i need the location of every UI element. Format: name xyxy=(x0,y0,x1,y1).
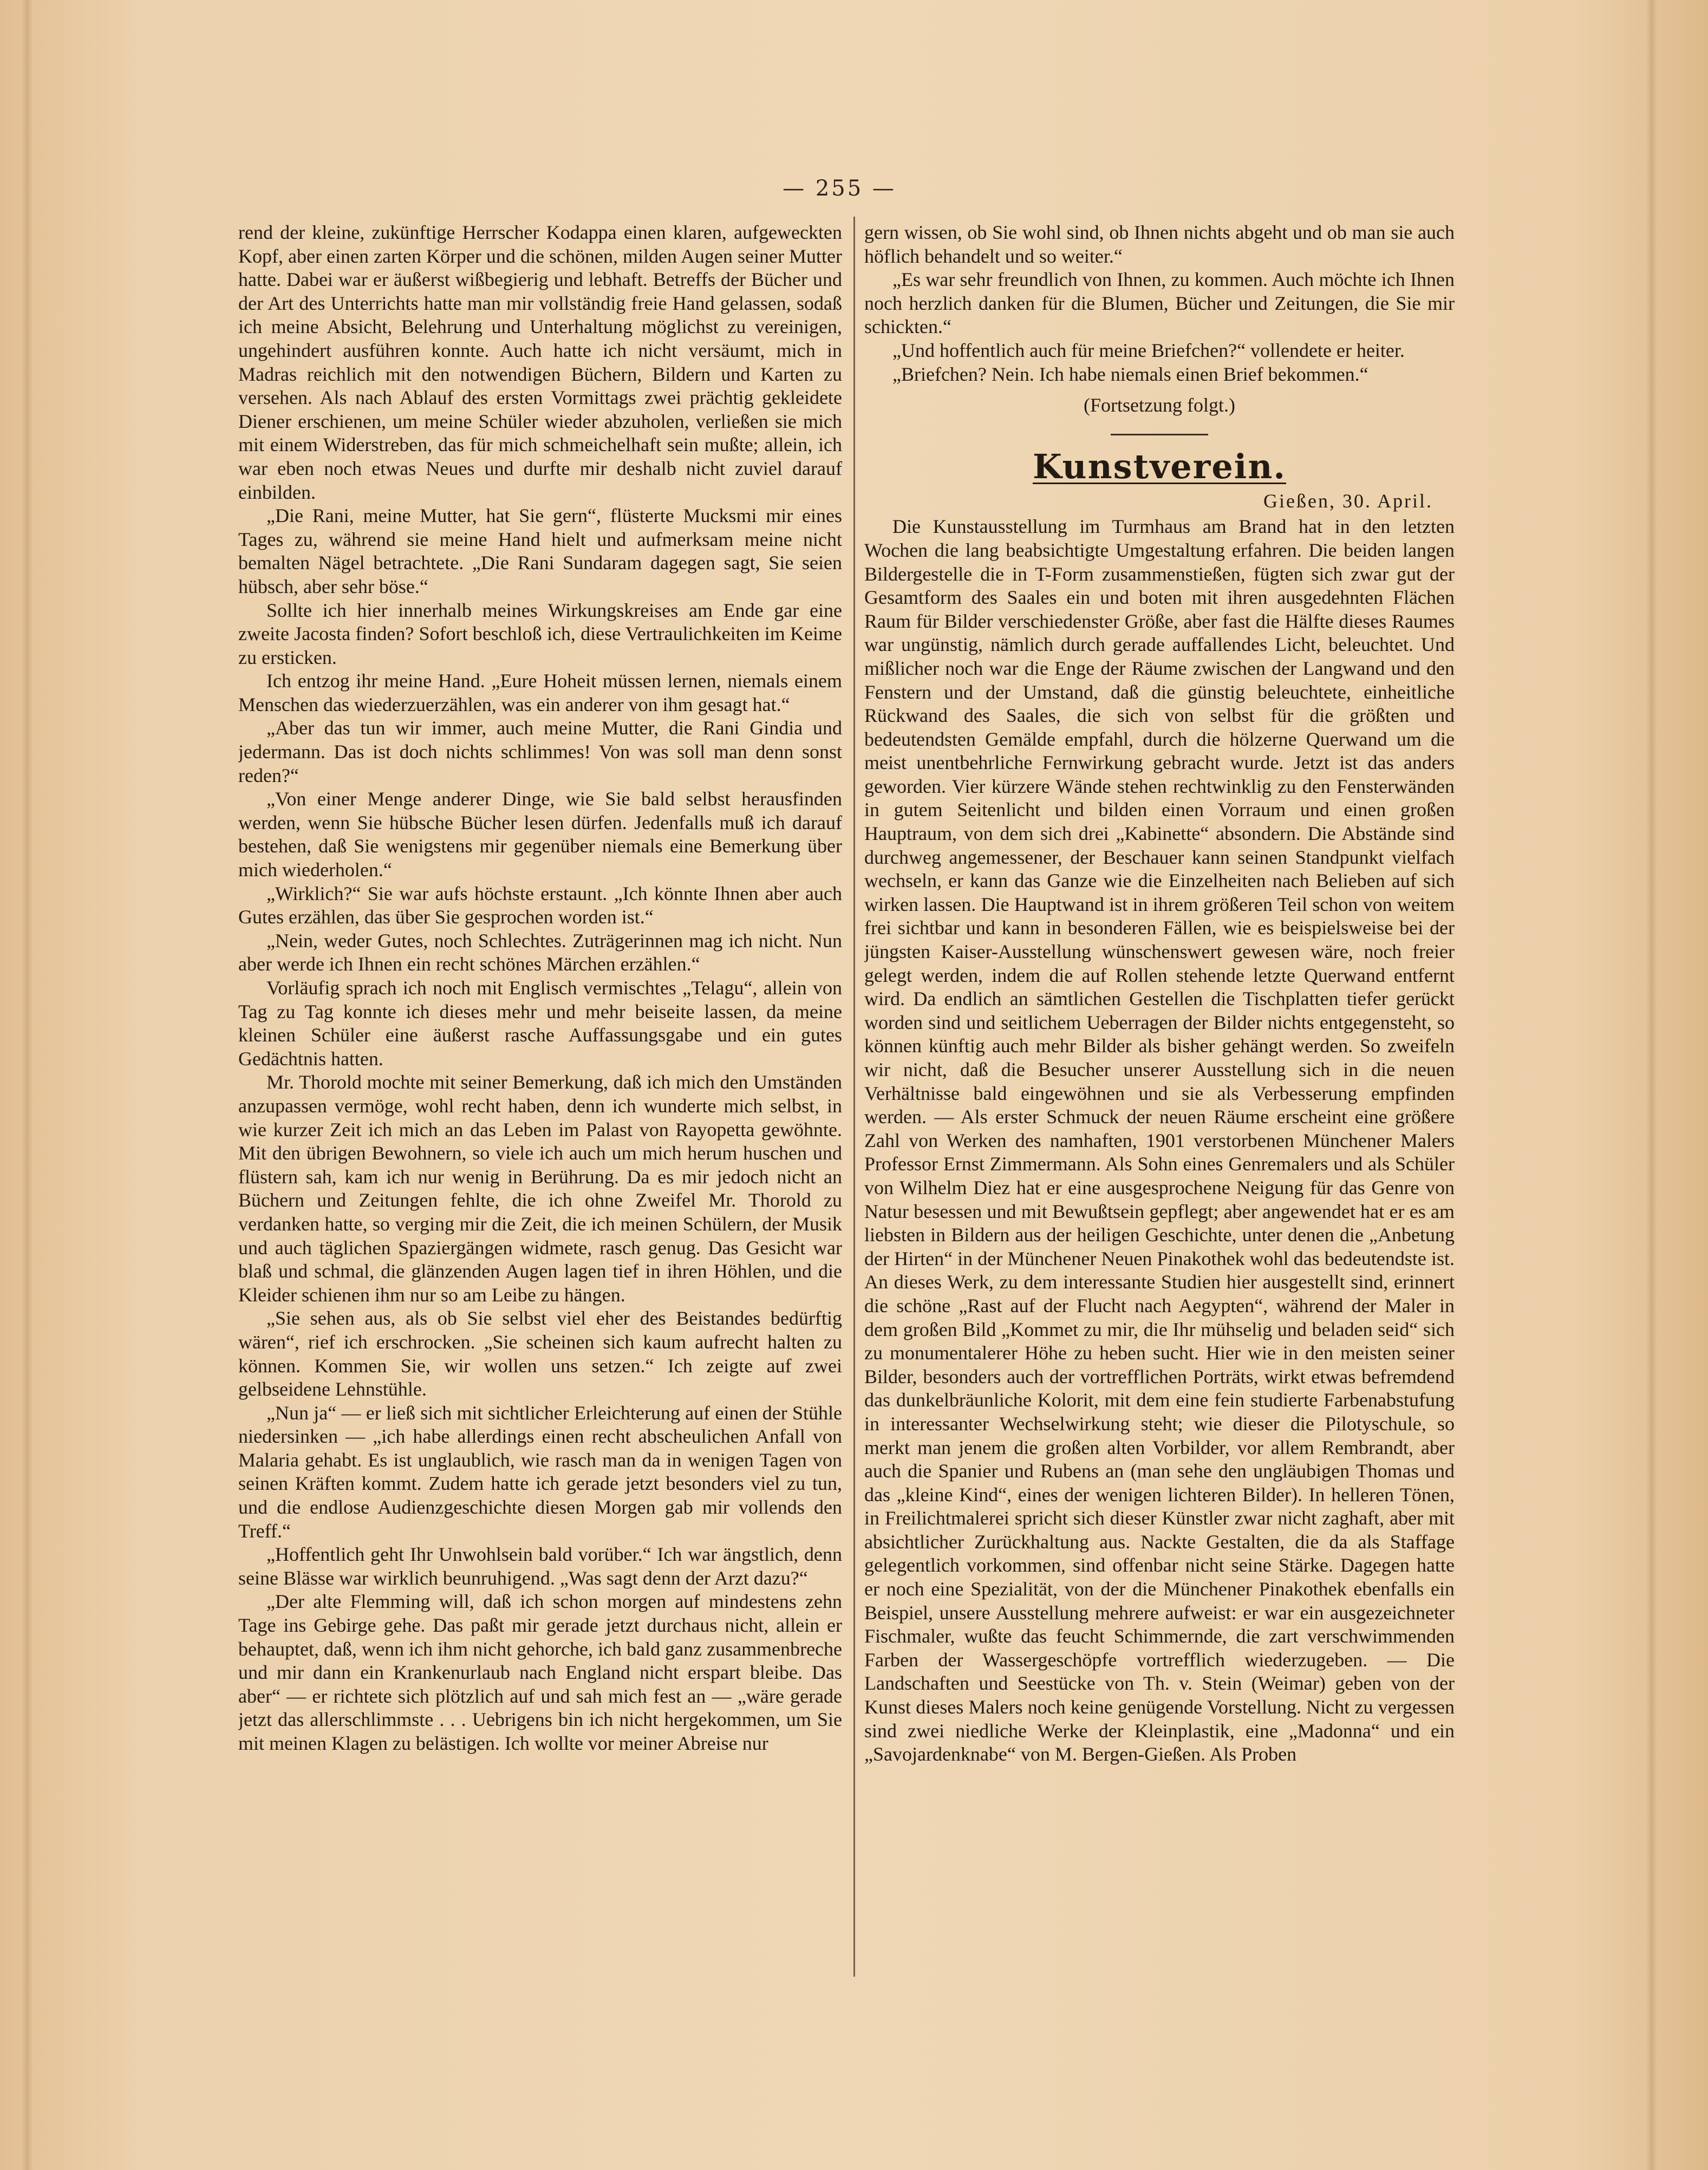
paragraph: gern wissen, ob Sie wohl sind, ob Ihnen nichts abgeht und ob man sie auch höflich behandelt und so weiter.“ xyxy=(864,221,1455,267)
page-number: — 255 — xyxy=(783,176,896,201)
right-column xyxy=(864,221,1455,2008)
paragraph: rend der kleine, zukünftige Herrscher Kodappa einen klaren, aufgeweckten Kopf, aber einen zarten Körper und die schönen, milden Augen seiner Mutter hatte. Dabei war er äußerst wißbegierig und lebhaft. Betreffs der Bücher und der Art des Unterrichts hatte man mir vollständig freie Hand gelassen, sodaß ich meine Absicht, Belehrung und Unterhaltung möglichst zu vereinigen, ungehindert ausführen konnte. Auch hatte ich nicht versäumt, mich in Madras reichlich mit den notwendigen Büchern, Bildern und Karten zu versehen. Als nach Ablauf des ersten Vormittags zwei prächtig gekleidete Diener erschienen, um meine Schüler wieder abzuholen, verließen sie mich mit einem Widerstreben, das für mich schmeichelhaft sein mußte; allein, ich war eben noch etwas Neues und durfte mir deshalb nicht zuviel darauf einbilden. xyxy=(238,221,842,503)
article-paragraph: Die Kunstausstellung im Turmhaus am Brand hat in den letzten Wochen die lang beabsichtigte Umgestaltung erfahren. Die beiden langen Bildergestelle die in T-Form zusammenstießen, fügten sich zwar gut der Gesamtform des Saales ein und boten mit ihren ausgedehnten Flächen Raum für Bilder verschiedenster Größe, aber fast die Hälfte dieses Raumes war ungünstig, nämlich durch gerade auffallendes Licht, beleuchtet. Und mißlicher noch war die Enge der Räume zwischen der Langwand und den Fenstern und der Umstand, daß die günstig beleuchtete, einheitliche Rückwand des Saales, die sich von selbst für die größten und bedeutendsten Gemälde empfahl, durch die hölzerne Querwand um die meist unentbehrliche Fernwirkung gebracht wurde. Jetzt ist das anders geworden. Vier kürzere Wände stehen rechtwinklig zu den Fensterwänden in gutem Seitenlicht und bilden einen Vorraum und einen großen Hauptraum, von dem sich drei „Kabinette“ absondern. Die Abstände sind durchweg angemessener, der Beschauer kann seinen Standpunkt vielfach wechseln, er kann das Ganze wie die Einzelheiten nach Belieben auf sich wirken lassen. Die Hauptwand ist in ihrem größeren Teil schon von weitem frei sichtbar und kann in besonderen Fällen, wie es beispielsweise bei der jüngsten Kaiser-Ausstellung wünschenswert gewesen wäre, noch freier gelegt werden, indem die auf Rollen stehende letzte Querwand entfernt wird. Da endlich an sämtlichen Gestellen die Tischplatten tiefer gerückt worden sind und seitlichem Ueberragen der Bilder nichts entgegensteht, so können künftig auch mehr Bilder als bisher gehängt werden. So zweifeln wir nicht, daß die Besucher unserer Ausstellung sich in die neuen Verhältnisse bald eingewöhnen und sie als Verbesserung empfinden werden. — Als erster Schmuck der neuen Räume erscheint eine größere Zahl von Werken des namhaften, 1901 verstorbenen Münchener Malers Professor Ernst Zimmermann. Als Sohn eines Genremalers und als Schüler von Wilhelm Diez hat er eine ausgesprochene Neigung für das Genre von Natur besessen und mit Bewußtsein gepflegt; aber angewendet hat er es am liebsten in Bildern aus der heiligen Geschichte, unter denen die „Anbetung der Hirten“ in der Münchener Neuen Pinakothek wohl das bedeutendste ist. An dieses Werk, zu dem interessante Studien hier ausgestellt sind, erinnert die schöne „Rast auf der Flucht nach Aegypten“, während der Maler in dem großen Bild „Kommet zu mir, die Ihr mühselig und beladen seid“ sich zu monumentalerer Höhe zu heben sucht. Hier wie in den meisten seiner Bilder, besonders auch der vortrefflichen Porträts, wirkt etwas befremdend das dunkelbräunliche Kolorit, mit dem eine fein studierte Farbenabstufung in interessanter Wechselwirkung steht; wie dieser die Pilotyschule, so merkt man jenem die großen alten Vorbilder, vor allem Rembrandt, aber auch die Spanier und Rubens an (man sehe den ungläubigen Thomas und das „kleine Kind“, eines der wenigen lichteren Bilder). In helleren Tönen, in Freilichtmalerei spricht sich dieser Künstler zwar nicht zaghaft, aber mit absichtlicher Zurückhaltung aus. Nackte Gestalten, die da als Staffage gelegentlich vorkommen, sind offenbar nicht seine Stärke. Dagegen hatte er noch eine Spezialität, von der die Münchener Pinakothek ebenfalls ein Beispiel, unsere Ausstellung mehrere aufweist: er war ein ausgezeichneter Fischmaler, wußte das feucht Schimmernde, die zart verschwimmenden Farben der Wassergeschöpfe vortrefflich wiederzugeben. — Die Landschaften und Seestücke von Th. v. Stein (Weimar) geben von der Kunst dieses Malers noch keine genügende Vorstellung. Nicht zu vergessen sind zwei niedliche Werke der Kleinplastik, eine „Madonna“ und ein „Savojardenknabe“ von M. Bergen-Gießen. Als Proben xyxy=(864,516,1455,1765)
paper-edge-shadow xyxy=(1646,0,1657,2170)
paragraph: „Der alte Flemming will, daß ich schon morgen auf mindestens zehn Tage ins Gebirge gehe. Das paßt mir gerade jetzt durchaus nicht, allein er behauptet, daß, wenn ich ihm nicht gehorche, ich bald ganz zusammenbreche und mir dann ein Krankenurlaub nach England nicht erspart bleibe. Das aber“ — er richtete sich plötzlich auf und sah mich fest an — „wäre gerade jetzt das allerschlimmste . . . Uebrigens bin ich nicht hergekommen, um Sie mit meinen Klagen zu belästigen. Ich wollte vor meiner Abreise nur xyxy=(238,1591,842,1754)
paragraph: „Nein, weder Gutes, noch Schlechtes. Zuträgerinnen mag ich nicht. Nun aber werde ich Ihnen ein recht schönes Märchen erzählen.“ xyxy=(238,929,842,975)
paragraph: „Die Rani, meine Mutter, hat Sie gern“, flüsterte Mucksmi mir eines Tages zu, während sie meine Hand hielt und aufmerksam meine nicht bemalten Nägel betrachtete. „Die Rani Sundaram dagegen sagt, Sie seien hübsch, aber sehr böse.“ xyxy=(238,505,842,597)
paragraph: Mr. Thorold mochte mit seiner Bemerkung, daß ich mich den Umständen anzupassen vermöge, wohl recht haben, denn ich wunderte mich selbst, in wie kurzer Zeit ich mich an das Leben im Palast von Rayopetta gewöhnte. Mit den übrigen Bewohnern, so viele ich auch um mich herum huschen und flüstern sah, kam ich nur wenig in Berührung. Da es mir jedoch nicht an Büchern und Zeitungen fehlte, die ich ohne Zweifel Mr. Thorold zu verdanken hatte, so verging mir die Zeit, die ich meinen Schülern, der Musik und auch täglichen Spaziergängen widmete, rasch genug. Das Gesicht war blaß und schmal, die glänzenden Augen lagen tief in ihren Höhlen, und die Kleider schienen ihm nur so am Leibe zu hängen. xyxy=(238,1071,842,1306)
paragraph: Vorläufig sprach ich noch mit Englisch vermischtes „Telagu“, allein von Tag zu Tag konnte ich dieses mehr und mehr beiseite lassen, da meine kleinen Schüler eine äußerst rasche Auffassungsgabe und ein gutes Gedächtnis hatten. xyxy=(238,977,842,1070)
paragraph: „Von einer Menge anderer Dinge, wie Sie bald selbst herausfinden werden, wenn Sie hübsche Bücher lesen dürfen. Jedenfalls muß ich darauf bestehen, daß Sie wenigstens mir gegenüber niemals eine Bemerkung über mich wiederholen.“ xyxy=(238,788,842,881)
column-rule xyxy=(853,217,855,1977)
paragraph: „Es war sehr freundlich von Ihnen, zu kommen. Auch möchte ich Ihnen noch herzlich danken für die Blumen, Bücher und Zeitungen, die Sie mir schickten.“ xyxy=(864,269,1455,338)
paragraph: „Und hoffentlich auch für meine Briefchen?“ vollendete er heiter. xyxy=(892,339,1405,361)
paragraph: „Nun ja“ — er ließ sich mit sichtlicher Erleichterung auf einen der Stühle niedersinken — „ich habe allerdings einen recht abscheulichen Anfall von Malaria gehabt. Es ist unglaublich, wie rasch man da in wenigen Tagen von seinen Kräften kommt. Zudem hatte ich gerade jetzt besonders viel zu tun, und die endlose Audienzgeschichte diesen Morgen gab mir vollends den Treff.“ xyxy=(238,1402,842,1542)
paragraph: „Sie sehen aus, als ob Sie selbst viel eher des Beistandes bedürftig wären“, rief ich erschrocken. „Sie scheinen sich kaum aufrecht halten zu können. Kommen Sie, wir wollen uns setzen.“ Ich zeigte auf zwei gelbseidene Lehnstühle. xyxy=(238,1307,842,1400)
paragraph: Sollte ich hier innerhalb meines Wirkungskreises am Ende gar eine zweite Jacosta finden? Sofort beschloß ich, diese Vertraulichkeiten im Keime zu ersticken. xyxy=(238,599,842,668)
paragraph: „Briefchen? Nein. Ich habe niemals einen Brief bekommen.“ xyxy=(892,363,1368,385)
section-divider xyxy=(1111,434,1208,435)
continuation-note: (Fortsetzung folgt.) xyxy=(1084,394,1235,416)
paragraph: „Hoffentlich geht Ihr Unwohlsein bald vorüber.“ Ich war ängstlich, denn seine Blässe war wirklich beunruhigend. „Was sagt denn der Arzt dazu?“ xyxy=(238,1543,842,1589)
paragraph: „Aber das tun wir immer, auch meine Mutter, die Rani Gindia und jedermann. Das ist doch nichts schlimmes! Von was soll man denn sonst reden?“ xyxy=(238,717,842,786)
paragraph: Ich entzog ihr meine Hand. „Eure Hoheit müssen lernen, niemals einem Menschen das wiederzuerzählen, was ein anderer von ihm gesagt hat.“ xyxy=(238,670,842,715)
left-column xyxy=(238,221,842,2008)
paragraph: „Wirklich?“ Sie war aufs höchste erstaunt. „Ich könnte Ihnen aber auch Gutes erzählen, das über Sie gesprochen worden ist.“ xyxy=(238,882,842,928)
paper-edge-shadow xyxy=(22,0,32,2170)
article-dateline: Gießen, 30. April. xyxy=(1263,490,1433,512)
article-headline: Kunstverein. xyxy=(1032,446,1287,486)
